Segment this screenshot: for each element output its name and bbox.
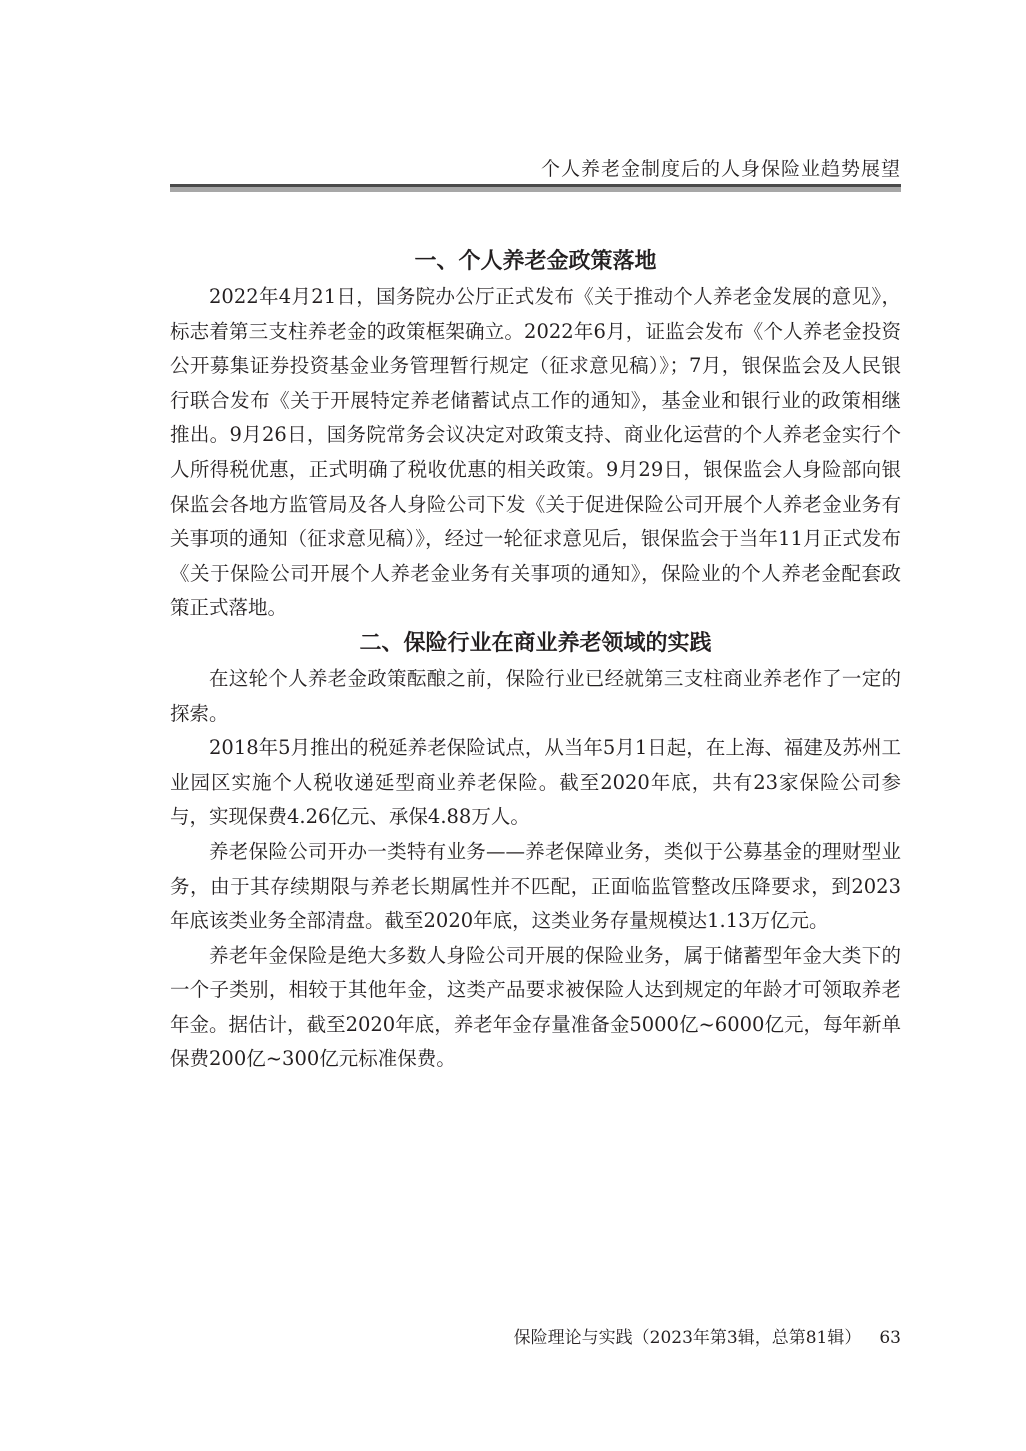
- article-body: [170, 244, 901, 1077]
- section-title-1: 一、个人养老金政策落地: [414, 249, 657, 274]
- running-footer: [170, 1323, 901, 1348]
- section-2-paragraph-1: 在这轮个人养老金政策酝酿之前，保险行业已经就第三支柱商业养老作了一定的探索。: [170, 666, 901, 725]
- section-2-paragraph-2: 2018年5月推出的税延养老保险试点，从当年5月1日起，在上海、福建及苏州工业园区实施个人税收递延型商业养老保险。截至2020年底，共有23家保险公司参与，实现保费4.26亿元、承保4.88万人。: [170, 736, 901, 829]
- section-2-paragraph-3: 养老保险公司开办一类特有业务——养老保障业务，类似于公募基金的理财型业务，由于其存续期限与养老长期属性并不匹配，正面临监管整改压降要求，到2023年底该类业务全部清盘。截至2020年底，这类业务存量规模达1.13万亿元。: [170, 839, 901, 933]
- section-1-paragraph: 2022年4月21日，国务院办公厅正式发布《关于推动个人养老金发展的意见》，标志着第三支柱养老金的政策框架确立。2022年6月，证监会发布《个人养老金投资公开募集证券投资基金业务管理暂行规定（征求意见稿）》；7月，银保监会及人民银行联合发布《关于开展特定养老储蓄试点工作的通知》，基金业和银行业的政策相继推出。9月26日，国务院常务会议决定对政策支持、商业化运营的个人养老金实行个人所得税优惠，正式明确了税收优惠的相关政策。9月29日，银保监会人身险部向银保监会各地方监管局及各人身险公司下发《关于促进保险公司开展个人养老金业务有关事项的通知（征求意见稿）》，经过一轮征求意见后，银保监会于当年11月正式发布《关于保险公司开展个人养老金业务有关事项的通知》，保险业的个人养老金配套政策正式落地。: [170, 285, 901, 620]
- running-header: 个人养老金制度后的人身保险业趋势展望: [540, 158, 901, 180]
- journal-citation: 保险理论与实践（2023年第3辑，总第81辑）: [513, 1328, 862, 1348]
- header-rule-shade: [170, 187, 901, 192]
- section-title-2: 二、保险行业在商业养老领域的实践: [359, 630, 712, 656]
- section-2-paragraph-4: 养老年金保险是绝大多数人身险公司开展的保险业务，属于储蓄型年金大类下的一个子类别，相较于其他年金，这类产品要求被保险人达到规定的年龄才可领取养老年金。据估计，截至2020年底，养老年金存量准备金5000亿~6000亿元，每年新单保费200亿~300亿元标准保费。: [170, 943, 901, 1071]
- page-number: 63: [879, 1328, 901, 1348]
